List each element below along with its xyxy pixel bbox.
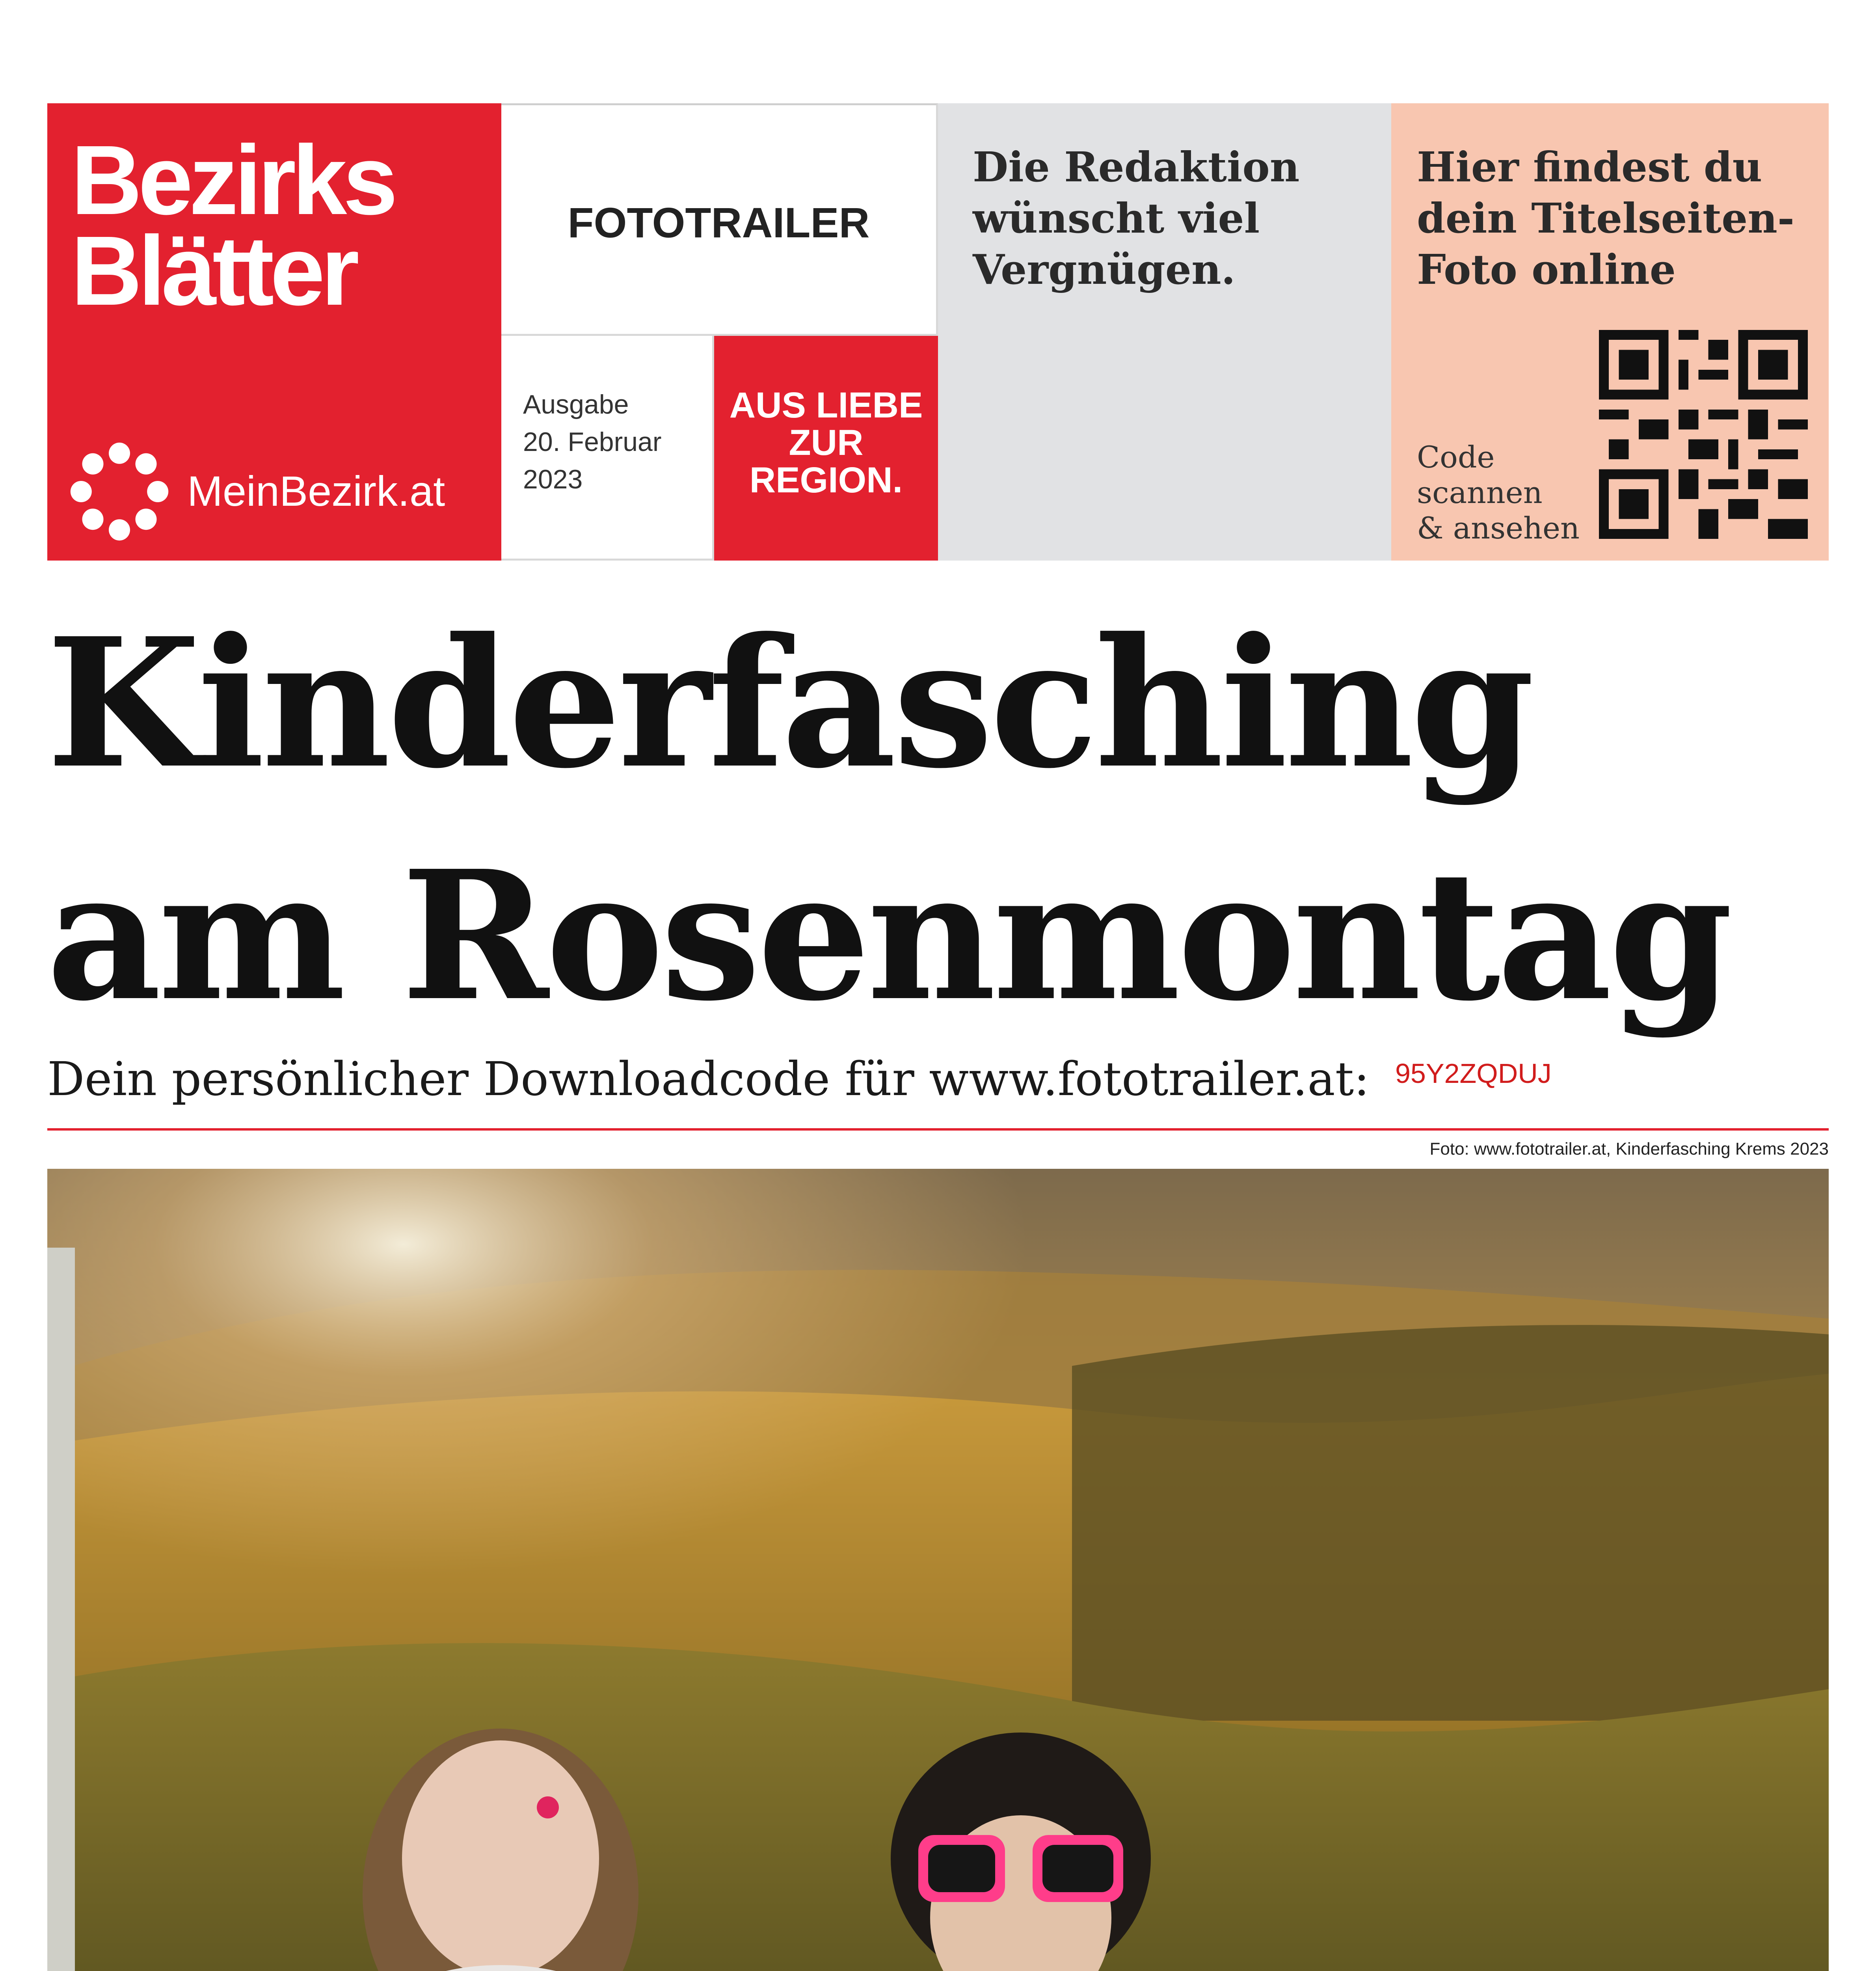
online-line3: Foto online: [1417, 245, 1676, 294]
slogan-line3: REGION.: [749, 460, 903, 500]
logo-text-line2: Blätter: [71, 216, 355, 326]
scan-hint-line3: & ansehen: [1417, 510, 1580, 546]
editorial-line2: wünscht viel: [973, 194, 1260, 242]
divider: [47, 1128, 1829, 1131]
slogan-line1: AUS LIEBE: [729, 385, 923, 425]
slogan-line2: ZUR: [789, 423, 864, 463]
scan-hint-line2: scannen: [1417, 475, 1543, 510]
issue-date: 20. Februar: [523, 427, 662, 457]
qr-code-icon[interactable]: [1599, 330, 1808, 539]
sun-icon: [66, 438, 173, 545]
editorial-greeting-box: [938, 103, 1391, 561]
download-code: 95Y2ZQDUJ: [1395, 1058, 1552, 1089]
slogan-box: [714, 336, 938, 561]
brand-logo: [47, 103, 501, 561]
headline-line1: Kinderfasching: [47, 599, 1532, 808]
cover-photo: [47, 1169, 1829, 1971]
download-code-label: Dein persönlicher Downloadcode für www.fototrailer.at:: [47, 1052, 1370, 1106]
online-line1: Hier findest du: [1417, 143, 1762, 191]
logo-site-link[interactable]: MeinBezirk.at: [187, 467, 445, 515]
editorial-line3: Vergnügen.: [973, 245, 1236, 294]
scan-hint-line1: Code: [1417, 440, 1495, 475]
logo-text-line1: Bezirks: [71, 125, 394, 235]
headline-line2: am Rosenmontag: [47, 832, 1730, 1040]
section-label: FOTOTRAILER: [568, 199, 870, 246]
issue-label: Ausgabe: [523, 389, 629, 419]
online-line2: dein Titelseiten-: [1417, 194, 1795, 242]
issue-year: 2023: [523, 464, 583, 494]
cover-photo-illustration: [47, 1169, 1829, 1971]
issue-date-box: [501, 336, 714, 561]
online-photo-box: [1391, 103, 1829, 561]
section-label-box: [501, 103, 938, 336]
editorial-line1: Die Redaktion: [973, 143, 1300, 191]
photo-credit: Foto: www.fototrailer.at, Kinderfasching Krems 2023: [1429, 1139, 1829, 1159]
